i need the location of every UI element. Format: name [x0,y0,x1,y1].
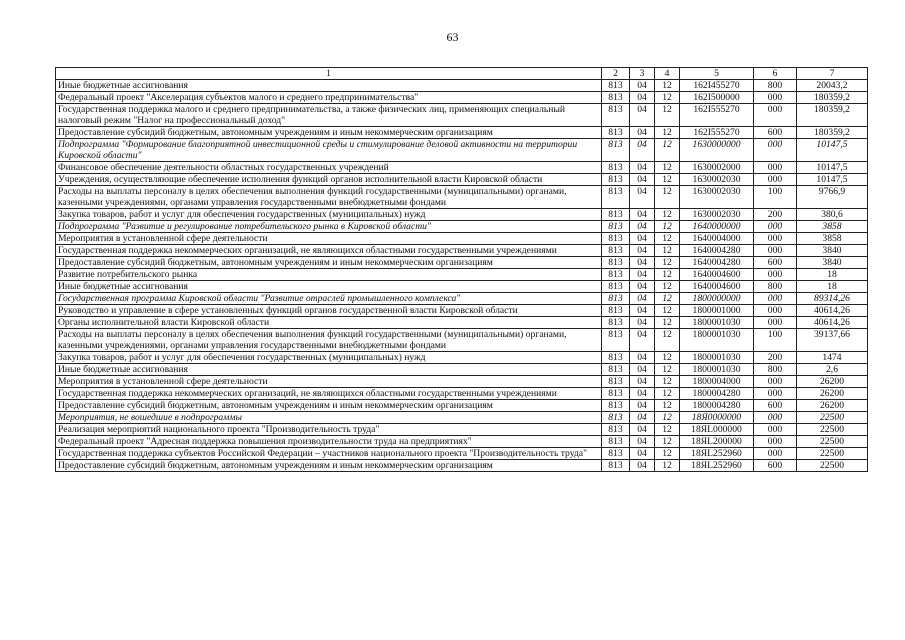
target-article-cell: 1630000000 [680,139,754,162]
amount-cell: 1474 [797,352,868,364]
expense-name-cell: Иные бюджетные ассигнования [56,281,602,293]
ministry-code-cell: 813 [602,436,630,448]
expense-name-cell: Мероприятия, не вошедшие в подпрограммы [56,412,602,424]
subsection-code-cell: 12 [655,305,680,317]
ministry-code-cell: 813 [602,388,630,400]
table-row [56,400,868,412]
amount-cell: 26200 [797,376,868,388]
section-code-cell: 04 [630,221,655,233]
table-header-row [56,68,868,80]
section-code-cell: 04 [630,412,655,424]
target-article-cell: 1640004280 [680,257,754,269]
ministry-code-cell: 813 [602,317,630,329]
table-row [56,376,868,388]
table-row [56,221,868,233]
section-code-cell: 04 [630,127,655,139]
expense-type-cell: 600 [754,400,797,412]
section-code-cell: 04 [630,80,655,92]
target-article-cell: 1630002030 [680,209,754,221]
target-article-cell: 1800001030 [680,364,754,376]
ministry-code-cell: 813 [602,460,630,472]
expense-name-cell: Предоставление субсидий бюджетным, автономным учреждениям и иным некоммерческим организациям [56,127,602,139]
expense-name-cell: Государственная поддержка некоммерческих организаций, не являющихся областными государственными учреждениями [56,245,602,257]
expense-name-cell: Федеральный проект "Адресная поддержка повышения производительности труда на предприятиях" [56,436,602,448]
expense-type-cell: 000 [754,221,797,233]
target-article-cell: 1630002000 [680,162,754,174]
table-row [56,293,868,305]
section-code-cell: 04 [630,329,655,352]
target-article-cell: 1800000000 [680,293,754,305]
table-row [56,104,868,127]
ministry-code-cell: 813 [602,162,630,174]
target-article-cell: 1640004280 [680,245,754,257]
ministry-code-cell: 813 [602,245,630,257]
expense-type-cell: 000 [754,139,797,162]
expense-name-cell: Государственная программа Кировской области "Развитие отраслей промышленного комплекса" [56,293,602,305]
target-article-cell: 162I455270 [680,80,754,92]
expense-name-cell: Подпрограмма "Формирование благоприятной инвестиционной среды и стимулирование деловой активности на территории Кировской области" [56,139,602,162]
subsection-code-cell: 12 [655,92,680,104]
amount-cell: 22500 [797,460,868,472]
expense-type-cell: 200 [754,209,797,221]
amount-cell: 180359,2 [797,127,868,139]
amount-cell: 40614,26 [797,317,868,329]
expense-type-cell: 200 [754,352,797,364]
amount-cell: 180359,2 [797,92,868,104]
expense-type-cell: 100 [754,186,797,209]
expense-type-cell: 000 [754,233,797,245]
section-code-cell: 04 [630,293,655,305]
table-row [56,127,868,139]
ministry-code-cell: 813 [602,400,630,412]
expense-name-cell: Федеральный проект "Акселерация субъектов малого и среднего предпринимательства" [56,92,602,104]
expense-name-cell: Закупка товаров, работ и услуг для обеспечения государственных (муниципальных) нужд [56,352,602,364]
expense-name-cell: Иные бюджетные ассигнования [56,364,602,376]
expense-type-cell: 000 [754,269,797,281]
expense-name-cell: Руководство и управление в сфере установленных функций органов государственной власти Кировской области [56,305,602,317]
section-code-cell: 04 [630,186,655,209]
section-code-cell: 04 [630,162,655,174]
subsection-code-cell: 12 [655,424,680,436]
subsection-code-cell: 12 [655,352,680,364]
section-code-cell: 04 [630,233,655,245]
expense-type-cell: 000 [754,317,797,329]
ministry-code-cell: 813 [602,139,630,162]
subsection-code-cell: 12 [655,364,680,376]
target-article-cell: 162I555270 [680,104,754,127]
section-code-cell: 04 [630,352,655,364]
target-article-cell: 18ЯL252960 [680,460,754,472]
table-row [56,269,868,281]
amount-cell: 22500 [797,424,868,436]
target-article-cell: 18Я0000000 [680,412,754,424]
section-code-cell: 04 [630,364,655,376]
subsection-code-cell: 12 [655,80,680,92]
subsection-code-cell: 12 [655,281,680,293]
section-code-cell: 04 [630,245,655,257]
section-code-cell: 04 [630,460,655,472]
expense-name-cell: Реализация мероприятий национального проекта "Производительность труда" [56,424,602,436]
column-header: 5 [680,68,754,80]
expense-name-cell: Органы исполнительной власти Кировской области [56,317,602,329]
ministry-code-cell: 813 [602,127,630,139]
table-row [56,281,868,293]
table-row [56,448,868,460]
expense-name-cell: Расходы на выплаты персоналу в целях обеспечения выполнения функций государственными (муниципальными) органами, казенными учреждениями, органами управления государственными внебюджетными фондами [56,186,602,209]
ministry-code-cell: 813 [602,281,630,293]
expense-name-cell: Государственная поддержка субъектов Российской Федерации – участников национального проекта "Производительность труда" [56,448,602,460]
amount-cell: 39137,66 [797,329,868,352]
subsection-code-cell: 12 [655,400,680,412]
ministry-code-cell: 813 [602,92,630,104]
expense-name-cell: Предоставление субсидий бюджетным, автономным учреждениям и иным некоммерческим организациям [56,400,602,412]
subsection-code-cell: 12 [655,162,680,174]
ministry-code-cell: 813 [602,329,630,352]
ministry-code-cell: 813 [602,80,630,92]
target-article-cell: 1640004600 [680,281,754,293]
ministry-code-cell: 813 [602,364,630,376]
subsection-code-cell: 12 [655,221,680,233]
expense-name-cell: Государственная поддержка некоммерческих организаций, не являющихся областными государственными учреждениями [56,388,602,400]
expense-type-cell: 000 [754,162,797,174]
section-code-cell: 04 [630,436,655,448]
target-article-cell: 1800001030 [680,329,754,352]
table-row [56,460,868,472]
target-article-cell: 1800001030 [680,352,754,364]
table-row [56,412,868,424]
table-row [56,245,868,257]
section-code-cell: 04 [630,92,655,104]
expense-name-cell: Финансовое обеспечение деятельности областных государственных учреждений [56,162,602,174]
column-header: 7 [797,68,868,80]
expense-name-cell: Подпрограмма "Развитие и регулирование потребительского рынка в Кировской области" [56,221,602,233]
subsection-code-cell: 12 [655,329,680,352]
amount-cell: 40614,26 [797,305,868,317]
ministry-code-cell: 813 [602,412,630,424]
subsection-code-cell: 12 [655,269,680,281]
budget-table [55,67,868,472]
section-code-cell: 04 [630,376,655,388]
target-article-cell: 1800004280 [680,400,754,412]
section-code-cell: 04 [630,281,655,293]
column-header: 1 [56,68,602,80]
column-header: 3 [630,68,655,80]
page-number: 63 [446,30,459,44]
table-row [56,364,868,376]
amount-cell: 3840 [797,245,868,257]
section-code-cell: 04 [630,388,655,400]
expense-name-cell: Развитие потребительского рынка [56,269,602,281]
table-row [56,352,868,364]
table-row [56,209,868,221]
table-row [56,317,868,329]
ministry-code-cell: 813 [602,186,630,209]
subsection-code-cell: 12 [655,186,680,209]
amount-cell: 20043,2 [797,80,868,92]
expense-type-cell: 000 [754,376,797,388]
table-row [56,233,868,245]
expense-type-cell: 000 [754,245,797,257]
amount-cell: 22500 [797,436,868,448]
amount-cell: 26200 [797,388,868,400]
column-header: 4 [655,68,680,80]
target-article-cell: 1630002030 [680,174,754,186]
subsection-code-cell: 12 [655,257,680,269]
ministry-code-cell: 813 [602,352,630,364]
expense-name-cell: Мероприятия в установленной сфере деятельности [56,376,602,388]
subsection-code-cell: 12 [655,388,680,400]
target-article-cell: 1640000000 [680,221,754,233]
expense-type-cell: 800 [754,281,797,293]
target-article-cell: 1800001030 [680,317,754,329]
target-article-cell: 1800004280 [680,388,754,400]
amount-cell: 10147,5 [797,174,868,186]
target-article-cell: 162I500000 [680,92,754,104]
subsection-code-cell: 12 [655,317,680,329]
expense-name-cell: Учреждения, осуществляющие обеспечение исполнения функций органов исполнительной власти Кировской области [56,174,602,186]
subsection-code-cell: 12 [655,436,680,448]
section-code-cell: 04 [630,448,655,460]
expense-name-cell: Государственная поддержка малого и среднего предпринимательства, а также физических лиц, применяющих специальный налоговый режим "Налог на профессиональный доход" [56,104,602,127]
expense-type-cell: 000 [754,388,797,400]
table-row [56,139,868,162]
section-code-cell: 04 [630,139,655,162]
table-body [56,80,868,472]
ministry-code-cell: 813 [602,209,630,221]
column-header: 6 [754,68,797,80]
table-row [56,257,868,269]
table-row [56,436,868,448]
expense-type-cell: 000 [754,104,797,127]
expense-type-cell: 600 [754,257,797,269]
target-article-cell: 1630002030 [680,186,754,209]
target-article-cell: 18ЯL252960 [680,448,754,460]
expense-name-cell: Расходы на выплаты персоналу в целях обеспечения выполнения функций государственными (муниципальными) органами, казенными учреждениями, органами управления государственными внебюджетными фондами [56,329,602,352]
ministry-code-cell: 813 [602,448,630,460]
amount-cell: 26200 [797,400,868,412]
amount-cell: 22500 [797,448,868,460]
section-code-cell: 04 [630,317,655,329]
target-article-cell: 18ЯL200000 [680,436,754,448]
ministry-code-cell: 813 [602,221,630,233]
section-code-cell: 04 [630,400,655,412]
ministry-code-cell: 813 [602,424,630,436]
expense-type-cell: 000 [754,424,797,436]
expense-type-cell: 600 [754,460,797,472]
expense-name-cell: Предоставление субсидий бюджетным, автономным учреждениям и иным некоммерческим организациям [56,257,602,269]
subsection-code-cell: 12 [655,209,680,221]
expense-type-cell: 000 [754,305,797,317]
subsection-code-cell: 12 [655,139,680,162]
subsection-code-cell: 12 [655,104,680,127]
expense-name-cell: Мероприятия в установленной сфере деятельности [56,233,602,245]
section-code-cell: 04 [630,174,655,186]
ministry-code-cell: 813 [602,269,630,281]
table-row [56,174,868,186]
target-article-cell: 1800004000 [680,376,754,388]
table-row [56,80,868,92]
section-code-cell: 04 [630,269,655,281]
amount-cell: 22500 [797,412,868,424]
table-row [56,92,868,104]
amount-cell: 380,6 [797,209,868,221]
section-code-cell: 04 [630,209,655,221]
section-code-cell: 04 [630,257,655,269]
subsection-code-cell: 12 [655,233,680,245]
column-header: 2 [602,68,630,80]
ministry-code-cell: 813 [602,233,630,245]
table-row [56,186,868,209]
target-article-cell: 1640004600 [680,269,754,281]
subsection-code-cell: 12 [655,293,680,305]
expense-type-cell: 000 [754,412,797,424]
ministry-code-cell: 813 [602,293,630,305]
subsection-code-cell: 12 [655,174,680,186]
expense-type-cell: 600 [754,127,797,139]
amount-cell: 10147,5 [797,162,868,174]
table-row [56,388,868,400]
ministry-code-cell: 813 [602,104,630,127]
expense-type-cell: 100 [754,329,797,352]
expense-type-cell: 000 [754,448,797,460]
amount-cell: 18 [797,281,868,293]
amount-cell: 18 [797,269,868,281]
table-row [56,424,868,436]
subsection-code-cell: 12 [655,448,680,460]
expense-type-cell: 800 [754,80,797,92]
expense-type-cell: 000 [754,92,797,104]
section-code-cell: 04 [630,305,655,317]
subsection-code-cell: 12 [655,127,680,139]
subsection-code-cell: 12 [655,460,680,472]
subsection-code-cell: 12 [655,245,680,257]
target-article-cell: 162I555270 [680,127,754,139]
expense-type-cell: 800 [754,364,797,376]
subsection-code-cell: 12 [655,376,680,388]
expense-type-cell: 000 [754,436,797,448]
ministry-code-cell: 813 [602,174,630,186]
section-code-cell: 04 [630,424,655,436]
ministry-code-cell: 813 [602,376,630,388]
expense-type-cell: 000 [754,174,797,186]
table-row [56,162,868,174]
expense-name-cell: Закупка товаров, работ и услуг для обеспечения государственных (муниципальных) нужд [56,209,602,221]
amount-cell: 2,6 [797,364,868,376]
table-row [56,305,868,317]
expense-name-cell: Предоставление субсидий бюджетным, автономным учреждениям и иным некоммерческим организациям [56,460,602,472]
amount-cell: 9766,9 [797,186,868,209]
section-code-cell: 04 [630,104,655,127]
amount-cell: 10147,5 [797,139,868,162]
target-article-cell: 1800001000 [680,305,754,317]
expense-type-cell: 000 [754,293,797,305]
ministry-code-cell: 813 [602,257,630,269]
expense-name-cell: Иные бюджетные ассигнования [56,80,602,92]
amount-cell: 89314,26 [797,293,868,305]
table-row [56,329,868,352]
amount-cell: 3858 [797,221,868,233]
amount-cell: 180359,2 [797,104,868,127]
amount-cell: 3858 [797,233,868,245]
target-article-cell: 1640004000 [680,233,754,245]
subsection-code-cell: 12 [655,412,680,424]
target-article-cell: 18ЯL000000 [680,424,754,436]
ministry-code-cell: 813 [602,305,630,317]
amount-cell: 3840 [797,257,868,269]
